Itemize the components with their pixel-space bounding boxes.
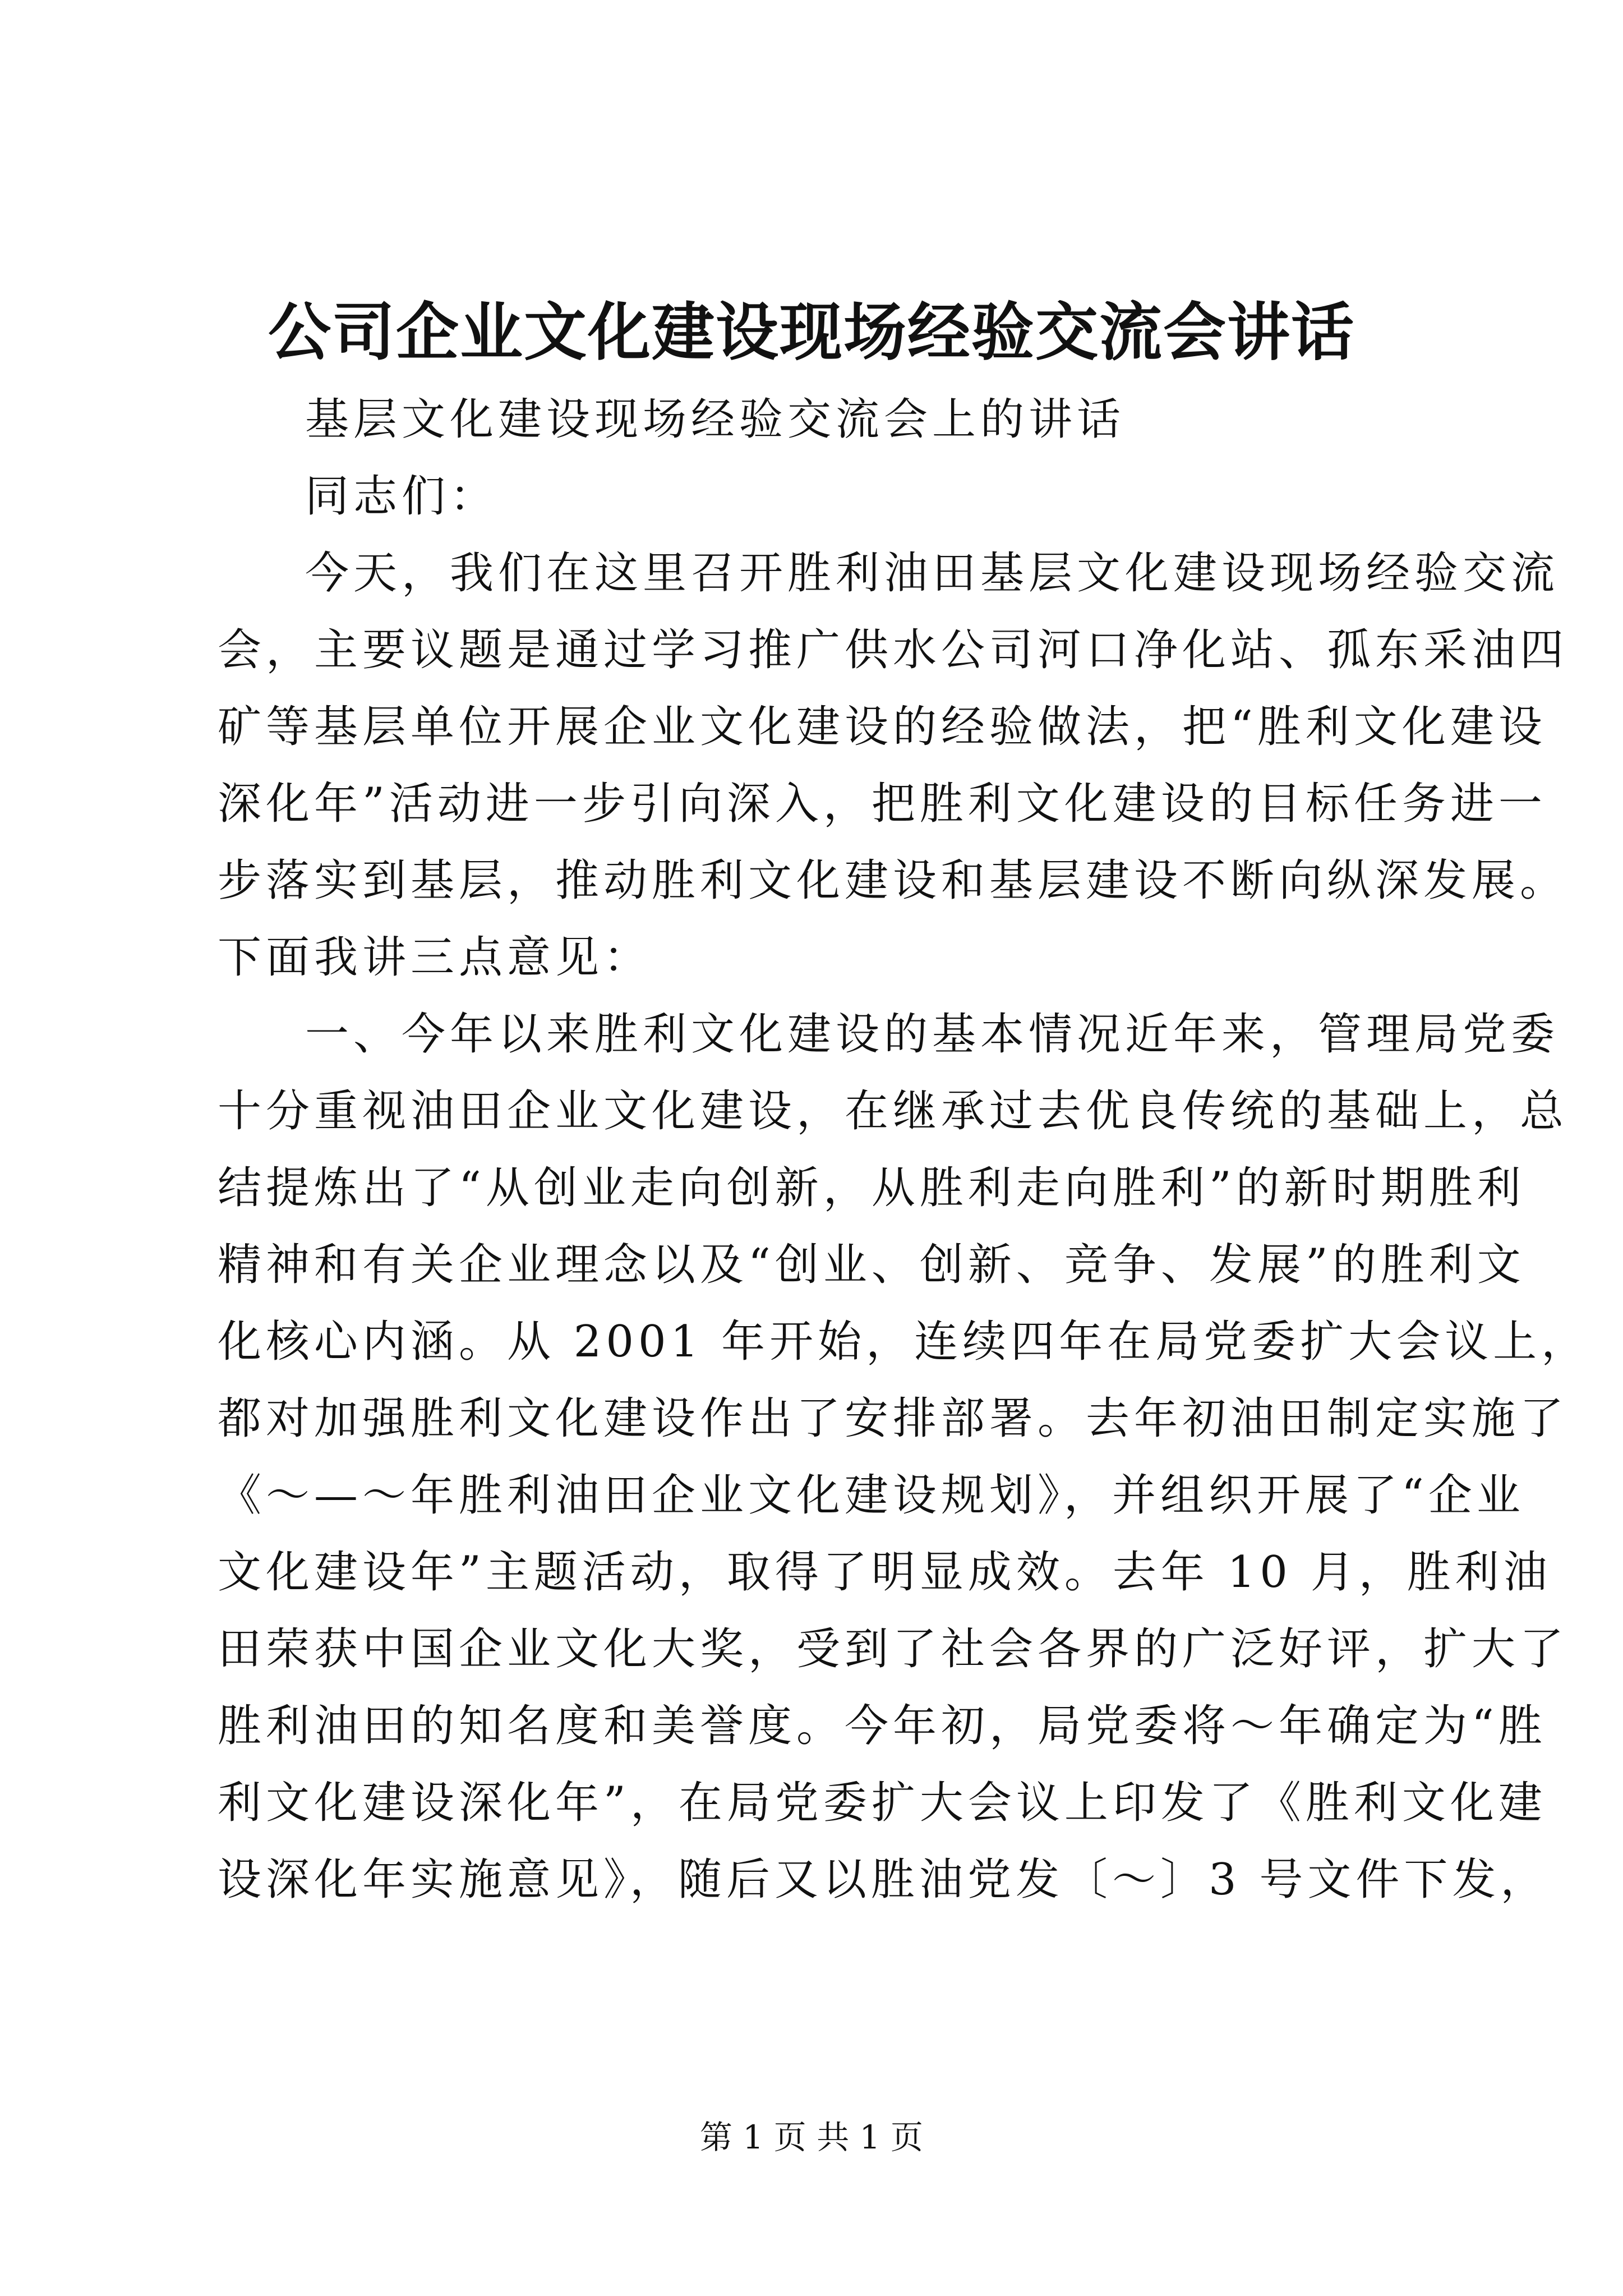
paragraph-line: 田荣获中国企业文化大奖，受到了社会各界的广泛好评，扩大了 bbox=[218, 1624, 1569, 1674]
paragraph-line: 矿等基层单位开展企业文化建设的经验做法，把“胜利文化建设 bbox=[218, 702, 1547, 752]
paragraph-line: 都对加强胜利文化建设作出了安排部署。去年初油田制定实施了 bbox=[218, 1393, 1569, 1444]
paragraph-line: 会，主要议题是通过学习推广供水公司河口净化站、孤东采油四 bbox=[218, 625, 1569, 675]
salutation-line: 同志们： bbox=[305, 471, 499, 522]
paragraph-line: 结提炼出了“从创业走向创新，从胜利走向胜利”的新时期胜利 bbox=[218, 1163, 1525, 1213]
subtitle-line: 基层文化建设现场经验交流会上的讲话 bbox=[305, 394, 1126, 445]
paragraph-line: 《～—～年胜利油田企业文化建设规划》，并组织开展了“企业 bbox=[218, 1470, 1525, 1521]
paragraph-line: 下面我讲三点意见： bbox=[218, 932, 652, 983]
paragraph-line: 设深化年实施意见》，随后又以胜油党发〔～〕3 号文件下发， bbox=[218, 1855, 1549, 1905]
paragraph-line: 十分重视油田企业文化建设，在继承过去优良传统的基础上，总 bbox=[218, 1086, 1569, 1137]
paragraph-line: 步落实到基层，推动胜利文化建设和基层建设不断向纵深发展。 bbox=[218, 855, 1569, 906]
paragraph-line: 利文化建设深化年”，在局党委扩大会议上印发了《胜利文化建 bbox=[218, 1778, 1547, 1828]
paragraph-line: 精神和有关企业理念以及“创业、创新、竞争、发展”的胜利文 bbox=[218, 1240, 1525, 1290]
paragraph-line: 胜利油田的知名度和美誉度。今年初，局党委将～年确定为“胜 bbox=[218, 1701, 1547, 1751]
paragraph-line: 文化建设年”主题活动，取得了明显成效。去年 10 月，胜利油 bbox=[218, 1547, 1552, 1598]
document-title: 公司企业文化建设现场经验交流会讲话 bbox=[268, 296, 1355, 369]
paragraph-line: 化核心内涵。从 2001 年开始，连续四年在局党委扩大会议上， bbox=[218, 1317, 1590, 1367]
document-body bbox=[218, 381, 1590, 1918]
paragraph-line: 一、今年以来胜利文化建设的基本情况近年来，管理局党委 bbox=[305, 1009, 1560, 1060]
paragraph-line: 今天，我们在这里召开胜利油田基层文化建设现场经验交流 bbox=[305, 548, 1560, 599]
page-number-footer: 第 1 页 共 1 页 bbox=[700, 2118, 923, 2156]
paragraph-line: 深化年”活动进一步引向深入，把胜利文化建设的目标任务进一 bbox=[218, 779, 1547, 829]
